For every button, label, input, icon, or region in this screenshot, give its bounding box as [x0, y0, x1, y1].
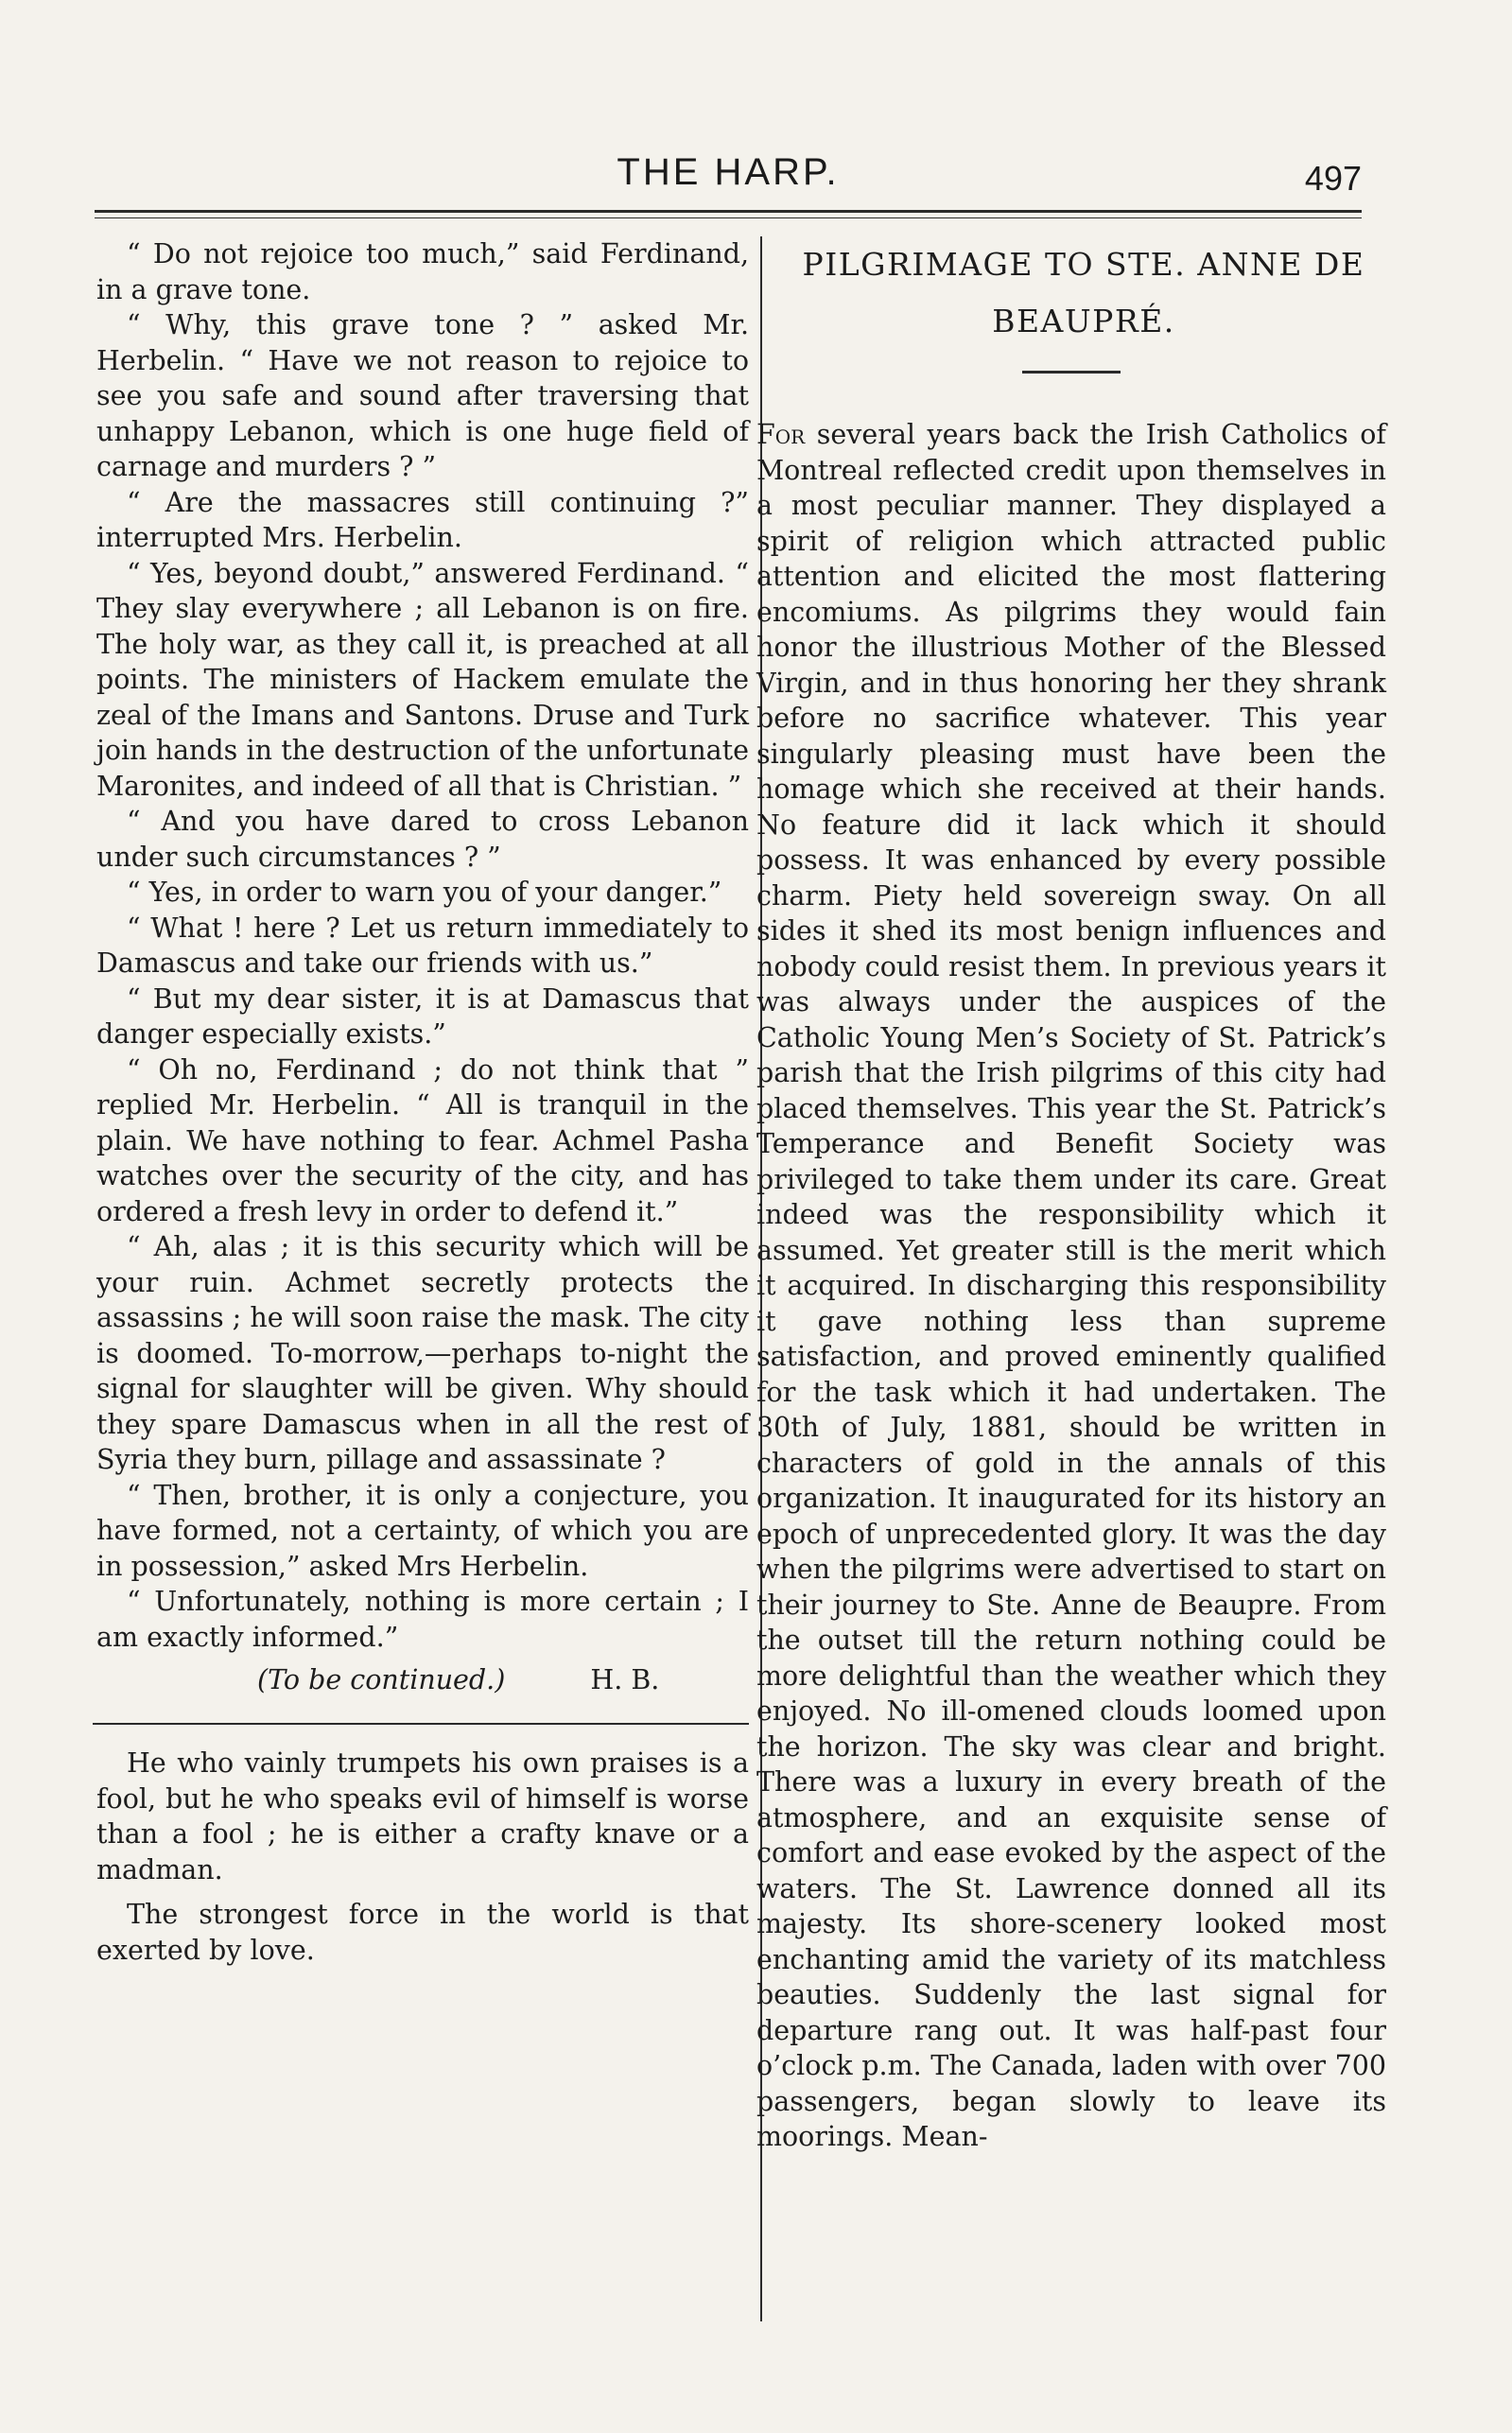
header-rule-thin — [95, 217, 1362, 218]
story-paragraph: “ But my dear sister, it is at Damascus that danger especially exists.” — [96, 982, 749, 1050]
article-text: several years back the Irish Catholics of Montreal reflected credit upon themselves in a most peculiar manner. They displayed a spirit of religion which attracted public attention and elicited the most flattering encomiums. As pilgrims they would fain honor the illustrious Mother of the Blessed Virgin, and in thus honoring her they shrank before no sacrifice whatever. This year singularly pleasing must have been the homage which she received at their hands. No feature did it lack which it should possess. It was enhanced by every possible charm. Piety held sovereign sway. On all sides it shed its most benign influences and nobody could resist them. In previous years it was always under the auspices of the Catholic Young Men’s Society of St. Patrick’s parish that the Irish pilgrims of this city had placed themselves. This year the St. Patrick’s Temperance and Benefit Society was privileged to take them under its care. Great indeed was the responsibility which it assumed. Yet greater still is the merit which it acquired. In discharging this responsibility it gave nothing less than supreme satisfaction, and proved eminently qualified for the task which it had undertaken. The 30th of July, 1881, should be written in characters of gold in the annals of this organization. It inaugurated for its history an epoch of unprecedented glory. It was the day when the pilgrims were advertised to start on their journey to Ste. Anne de Beaupre. From the outset till the return nothing could be more delightful than the weather which they enjoyed. No ill-omened clouds loomed upon the horizon. The sky was clear and bright. There was a luxury in every breath of the atmosphere, and an exquisite sense of comfort and ease evoked by the aspect of the waters. The St. Lawrence donned all its majesty. Its shore-scenery looked most enchanting amid the variety of its matchless beauties. Suddenly the last signal for departure rang out. It was half-past four o’clock p.m. The Canada, laden with over 700 passengers, began slowly to leave its moorings. Mean- — [756, 419, 1386, 2152]
story-paragraph: “ Oh no, Ferdinand ; do not think that ” replied Mr. Herbelin. “ All is tranquil in the plain. We have nothing to fear. Achmel Pasha watches over the security of the city, and has ordered a fresh levy in order to defend it.” — [96, 1053, 749, 1227]
section-divider — [93, 1723, 749, 1725]
right-column — [756, 236, 1386, 2155]
filler-paragraph: The strongest force in the world is that exerted by love. — [96, 1899, 749, 1966]
article-title: PILGRIMAGE TO STE. ANNE DE BEAUPRÉ. — [802, 246, 1365, 339]
article-body — [756, 417, 1386, 2155]
left-column — [96, 236, 749, 1968]
story-paragraph: “ Ah, alas ; it is this security which will be your ruin. Achmet secretly protects the assassins ; he will soon raise the mask. The city is doomed. To-morrow,—perhaps to-night the signal for slaughter will be given. Why should they spare Damascus when in all the rest of Syria they burn, pillage and assassinate ? — [96, 1231, 749, 1475]
page-header — [95, 151, 1362, 208]
header-rule-thick — [95, 210, 1362, 213]
to-be-continued-note: (To be continued.) — [257, 1664, 506, 1695]
story-paragraph: “ What ! here ? Let us return immediately to Damascus and take our friends with us.” — [96, 912, 749, 979]
story-paragraph: “ Are the massacres still continuing ?” interrupted Mrs. Herbelin. — [96, 486, 749, 553]
story-paragraph: “ And you have dared to cross Lebanon under such circumstances ? ” — [96, 806, 749, 873]
story-paragraph: “ Unfortunately, nothing is more certain ; I am exactly informed.” — [96, 1586, 749, 1653]
story-paragraph: “ Why, this grave tone ? ” asked Mr. Herbelin. “ Have we not reason to rejoice to see you safe and sound after traversing that unhappy Lebanon, which is one huge field of carnage and murders ? ” — [96, 309, 749, 482]
title-rule — [1022, 371, 1121, 374]
lead-word: For — [756, 419, 806, 450]
story-paragraph: “ Yes, beyond doubt,” answered Ferdinand. “ They slay everywhere ; all Lebanon is on fire. The holy war, as they call it, is preached at all points. The ministers of Hackem emulate the zeal of the Imans and Santons. Druse and Turk join hands in the destruction of the unfortunate Maronites, and indeed of all that is Christian. ” — [96, 557, 749, 802]
story-paragraph: “ Then, brother, it is only a conjecture, you have formed, not a certainty, of which you are in possession,” asked Mrs Herbelin. — [96, 1479, 749, 1582]
author-initials: H. B. — [590, 1664, 660, 1695]
continuation-line — [96, 1662, 749, 1698]
story-paragraph: “ Yes, in order to warn you of your danger.” — [127, 877, 722, 908]
story-paragraph: “ Do not rejoice too much,” said Ferdinand, in a grave tone. — [96, 238, 749, 305]
running-title: THE HARP. — [617, 151, 840, 193]
filler-paragraph: He who vainly trumpets his own praises is a fool, but he who speaks evil of himself is worse than a fool ; he is either a crafty knave or a madman. — [96, 1747, 749, 1886]
page-number: 497 — [1304, 159, 1362, 198]
